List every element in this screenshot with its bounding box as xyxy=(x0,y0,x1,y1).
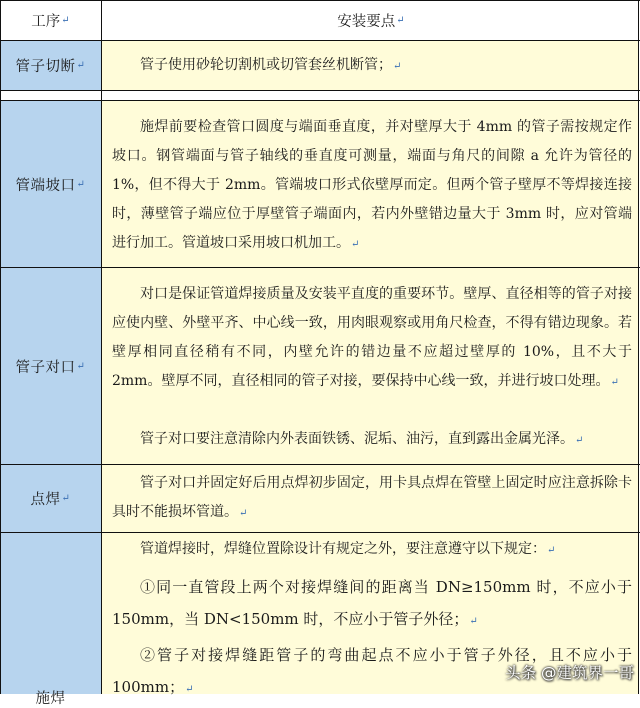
welding-text-1: 管道焊接时，焊缝位置除设计有规定之外，要注意遵守以下规定：↵ xyxy=(140,541,556,557)
header-process-text: 工序 xyxy=(31,13,61,30)
row-label-welding: 施焊 xyxy=(0,533,101,694)
table-gap xyxy=(0,91,640,100)
row-content-spot-weld xyxy=(102,465,638,532)
pipe-cutting-text: 管子使用砂轮切割机或切管套丝机断管；↵ xyxy=(140,57,402,73)
header-cell-process: 工序 ↵ xyxy=(0,0,101,40)
row-label-pipe-alignment: 管子对口 ↵ xyxy=(0,268,101,464)
header-points-text: 安装要点 xyxy=(337,13,396,30)
header-cell-points: 安装要点 ↵ xyxy=(102,0,640,40)
row-label-spot-weld: 点焊 ↵ xyxy=(0,465,101,532)
spot-weld-text: 管子对口并固定好后用点焊初步固定，用卡具点焊在管壁上固定时应注意拆除卡具时不能损坏管道。↵ xyxy=(112,475,632,520)
pipe-end-bevel-text: 施焊前要检查管口圆度与端面垂直度，并对壁厚大于 4mm 的管子需按规定作坡口。钢管端面与管子轴线的垂直度可测量，端面与角尺的间隙 a 允许为管径的 1%，但不得大于 2mm。管端坡口形式依壁厚而定。但两个管子壁厚不等焊接连接时，薄壁管子端应位于厚壁管子端面内，若内外壁错边量大于 3mm 时，应对管端进行加工。管道坡口采用坡口机加工。↵ xyxy=(112,119,632,251)
pipe-alignment-text-2: 管子对口要注意清除内外表面铁锈、泥垢、油污，直到露出金属光泽。↵ xyxy=(140,431,584,447)
watermark-text: 头条 @建筑界一哥 xyxy=(505,664,634,682)
welding-text-3: ②管子对接焊缝距管子的弯曲起点不应小于管子外径，且不应小于 100mm；↵ xyxy=(112,646,632,696)
row-content-pipe-end-bevel xyxy=(102,101,638,267)
pipe-alignment-text-1: 对口是保证管道焊接质量及安装平直度的重要环节。壁厚、直径相等的管子对接应使内壁、外壁平齐、中心线一致，用肉眼观察或用角尺检查，不得有错边现象。若壁厚相同直径稍有不同，内壁允许的错边量不应超过壁厚的 10%，且不大于 2mm。壁厚不同，直径相同的管子对接，要保持中心线一致，并进行坡口处理。↵ xyxy=(112,286,632,389)
row-label-pipe-cutting: 管子切断 ↵ xyxy=(0,41,101,90)
watermark xyxy=(486,658,638,686)
row-content-pipe-alignment xyxy=(102,268,638,464)
row-content-pipe-cutting xyxy=(102,41,638,90)
welding-text-2: ①同一直管段上两个对接焊缝间的距离当 DN≥150mm 时，不应小于 150mm，当 DN<150mm 时，不应小于管子外径；↵ xyxy=(112,578,632,628)
row-label-pipe-end-bevel: 管端坡口 ↵ xyxy=(0,101,101,267)
